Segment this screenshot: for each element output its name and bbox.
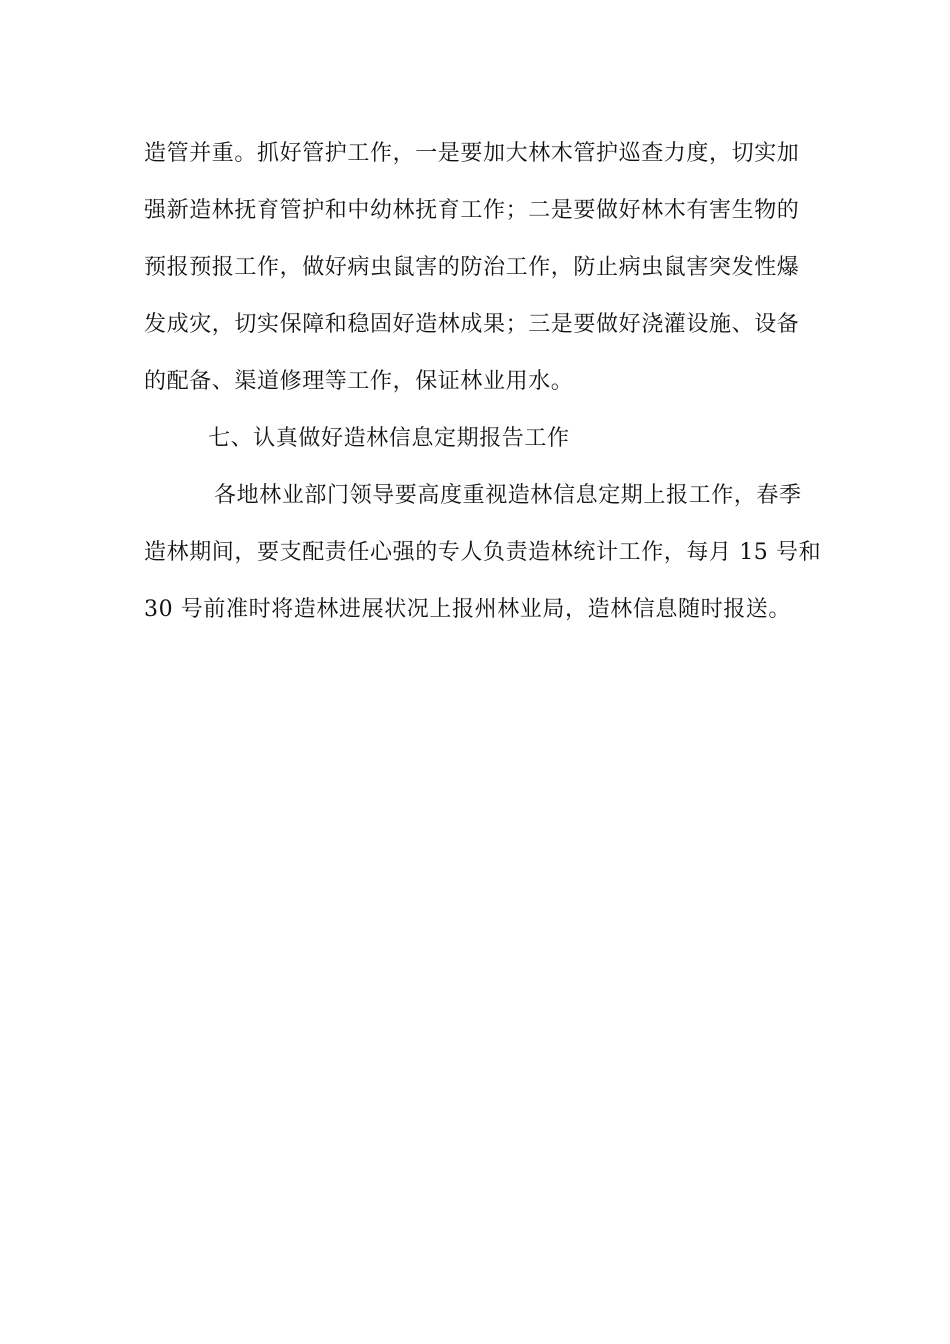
paragraph-line: 发成灾，切实保障和稳固好造林成果；三是要做好浇灌设施、设备 (144, 312, 800, 337)
paragraph-line: 造管并重。抓好管护工作，一是要加大林木管护巡查力度，切实加 (144, 141, 800, 166)
paragraph-line: 造林期间，要支配责任心强的专人负责造林统计工作，每月 15 号和 (144, 540, 822, 565)
paragraph-line: 各地林业部门领导要高度重视造林信息定期上报工作，春季 (214, 483, 802, 508)
paragraph-line: 30 号前准时将造林进展状况上报州林业局，造林信息随时报送。 (144, 597, 791, 622)
paragraph-line: 强新造林抚育管护和中幼林抚育工作；二是要做好林木有害生物的 (144, 198, 800, 223)
paragraph-line: 的配备、渠道修理等工作，保证林业用水。 (144, 369, 574, 394)
section-heading: 七、认真做好造林信息定期报告工作 (208, 426, 570, 451)
paragraph-line: 预报预报工作，做好病虫鼠害的防治工作，防止病虫鼠害突发性爆 (144, 255, 800, 280)
